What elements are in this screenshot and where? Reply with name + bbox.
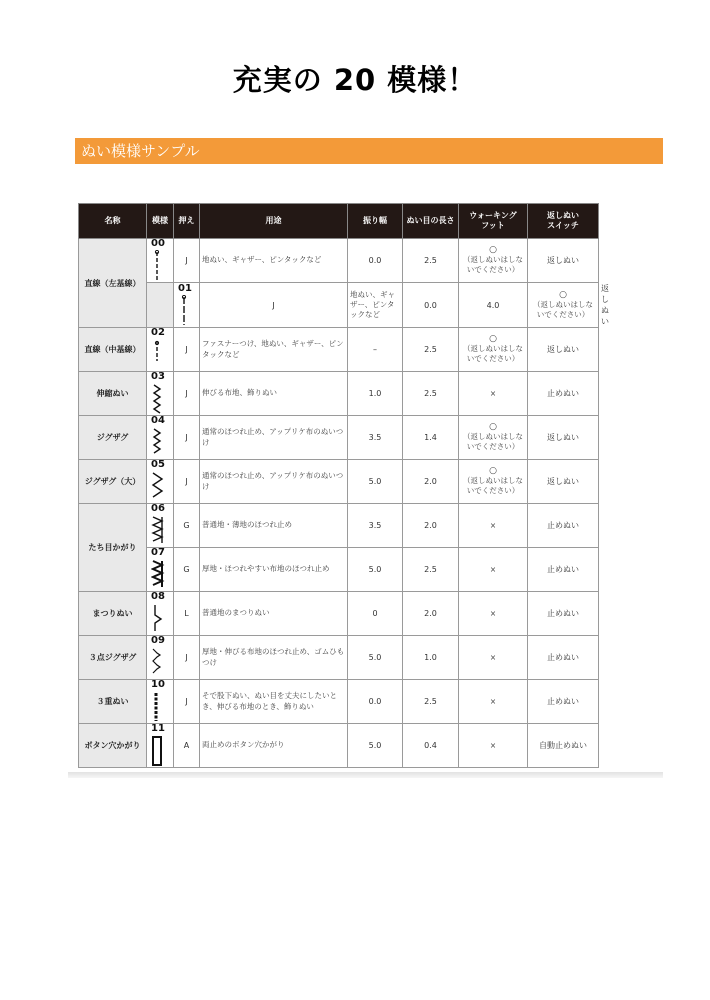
cell-walking-foot (459, 328, 528, 372)
cell-use: 地ぬい、ギャザー、ピンタックなど (348, 283, 403, 328)
pattern-number: 02 (151, 327, 165, 338)
cell-pattern (147, 328, 174, 372)
table-row (79, 548, 599, 592)
pattern-mark (149, 592, 171, 635)
cell-name: たち目かがり (79, 504, 147, 592)
table-row (79, 460, 599, 504)
cell-name: ジグザグ（大） (79, 460, 147, 504)
page-title: 充実の 20 模様！ (232, 63, 478, 97)
cell-width: 0.0 (403, 283, 459, 328)
cell-foot: J (174, 328, 200, 372)
header-length: ぬい目の長さ (403, 204, 459, 239)
pattern-number: 01 (178, 282, 192, 294)
walking-foot-note: × (489, 652, 497, 662)
cell-name: 直線（中基線） (79, 328, 147, 372)
triple-stitch-icon (151, 691, 165, 723)
header-width: 振り幅 (348, 204, 403, 239)
stretch-stitch-icon (151, 383, 165, 415)
cell-use: 地ぬい、ギャザー、ピンタックなど (200, 239, 348, 283)
cell-name: 直線（左基線） (79, 239, 147, 328)
cell-walking-foot (459, 592, 528, 636)
cell-reverse-switch: 止めぬい (528, 636, 599, 680)
cell-width: – (348, 328, 403, 372)
pattern-number: 07 (151, 547, 165, 558)
cell-pattern (147, 636, 174, 680)
cell-length: 2.5 (403, 328, 459, 372)
cell-width: 3.5 (348, 504, 403, 548)
cell-walking-foot (459, 724, 528, 768)
cell-walking-foot (459, 636, 528, 680)
cell-reverse-switch: 止めぬい (528, 372, 599, 416)
header-name: 名称 (79, 204, 147, 239)
cell-width: 0.0 (348, 680, 403, 724)
pattern-number: 09 (151, 635, 165, 646)
cell-reverse-switch: 止めぬい (528, 680, 599, 724)
cell-reverse-switch: 返しぬい (528, 239, 599, 283)
cell-use: 普通地のまつりぬい (200, 592, 348, 636)
cell-use: 伸びる布地、飾りぬい (200, 372, 348, 416)
cell-foot: J (174, 460, 200, 504)
cell-pattern (147, 460, 174, 504)
pattern-mark (149, 239, 171, 282)
cell-pattern (147, 724, 174, 768)
cell-length: 2.5 (403, 239, 459, 283)
pattern-mark (149, 460, 171, 503)
cell-pattern (174, 283, 200, 328)
pattern-number: 11 (151, 723, 165, 734)
cell-width: 5.0 (348, 548, 403, 592)
pattern-number: 04 (151, 415, 165, 426)
cell-use: 厚地・伸びる布地のほつれ止め、ゴムひもつけ (200, 636, 348, 680)
header-use: 用途 (200, 204, 348, 239)
table-header-row (79, 204, 599, 239)
cell-reverse-switch: 自動止めぬい (528, 724, 599, 768)
zigzag-wide-stitch-icon (151, 471, 165, 503)
table-row (79, 372, 599, 416)
cell-width: 0.0 (348, 239, 403, 283)
cell-use: 両止めのボタン穴かがり (200, 724, 348, 768)
walking-foot-mark: ○ (489, 422, 497, 433)
cell-length: 2.0 (403, 592, 459, 636)
cell-foot: A (174, 724, 200, 768)
pattern-mark (149, 372, 171, 415)
table-row: 01 J 地ぬい、ギャザー、ピンタックなど 0.0 4.0 ○ （返しぬいはしないでください） 返しぬい (79, 283, 599, 328)
cell-name: ３重ぬい (79, 680, 147, 724)
walking-foot-note: × (489, 388, 497, 398)
three-step-zigzag-stitch-icon (151, 647, 165, 679)
cell-use: 通常のほつれ止め、アップリケ布のぬいつけ (200, 460, 348, 504)
pattern-mark (149, 328, 171, 371)
pattern-mark (149, 504, 171, 547)
cell-use: 通常のほつれ止め、アップリケ布のぬいつけ (200, 416, 348, 460)
table-row (79, 504, 599, 548)
cell-reverse-switch: 止めぬい (528, 548, 599, 592)
pattern-number: 10 (151, 679, 165, 690)
cell-width: 5.0 (348, 724, 403, 768)
walking-foot-mark: ○ (489, 334, 497, 345)
cell-walking-foot (459, 416, 528, 460)
cell-length: 2.0 (403, 504, 459, 548)
cell-walking-foot (459, 548, 528, 592)
pattern-number: 03 (151, 371, 165, 382)
cell-length: 2.5 (403, 548, 459, 592)
cell-pattern (147, 372, 174, 416)
cell-name (147, 283, 174, 328)
table-row (79, 239, 599, 283)
cell-foot: J (200, 283, 348, 328)
walking-foot-note: （返しぬいはしないでください） (463, 476, 523, 495)
cell-reverse-switch: 止めぬい (528, 592, 599, 636)
cell-pattern (147, 239, 174, 283)
table-row (79, 416, 599, 460)
straight-center-stitch-icon (151, 339, 165, 371)
cell-reverse-switch: 返しぬい (528, 328, 599, 372)
pattern-table (78, 203, 609, 768)
section-header: ぬい模様サンプル (75, 138, 663, 164)
cell-length: 0.4 (403, 724, 459, 768)
cell-length: 2.5 (403, 680, 459, 724)
cell-reverse-switch: 止めぬい (528, 504, 599, 548)
divider (68, 772, 663, 778)
walking-foot-note: （返しぬいはしないでください） (463, 344, 523, 363)
table-row (79, 680, 599, 724)
cell-pattern (147, 416, 174, 460)
walking-foot-note: × (489, 696, 497, 706)
cell-name: ボタン穴かがり (79, 724, 147, 768)
overcast-heavy-stitch-icon (151, 559, 165, 591)
pattern-table-container (78, 203, 609, 768)
straight-left-stitch-icon (151, 250, 165, 282)
cell-reverse-switch: 返しぬい (528, 416, 599, 460)
pattern-mark (149, 636, 171, 679)
header-walking-foot: ウォーキング フット (459, 204, 528, 239)
cell-pattern (147, 680, 174, 724)
table-row (79, 724, 599, 768)
walking-foot-mark: ○ (489, 245, 497, 256)
buttonhole-stitch-icon (151, 735, 165, 767)
cell-pattern (147, 504, 174, 548)
pattern-mark (176, 284, 197, 327)
walking-foot-note: × (489, 608, 497, 618)
table-row (79, 328, 599, 372)
walking-foot-mark: ○ (559, 289, 567, 300)
cell-foot: J (174, 680, 200, 724)
walking-foot-note: × (489, 564, 497, 574)
pattern-number: 06 (151, 503, 165, 514)
pattern-mark (149, 548, 171, 591)
cell-foot: G (174, 504, 200, 548)
cell-walking-foot (459, 680, 528, 724)
cell-name: まつりぬい (79, 592, 147, 636)
pattern-mark (149, 724, 171, 767)
walking-foot-mark: ○ (489, 466, 497, 477)
cell-walking-foot (528, 283, 599, 328)
cell-width: 5.0 (348, 636, 403, 680)
walking-foot-note: （返しぬいはしないでください） (463, 255, 523, 274)
cell-length: 1.0 (403, 636, 459, 680)
cell-use: ファスナーつけ、地ぬい、ギャザー、ピンタックなど (200, 328, 348, 372)
cell-length: 1.4 (403, 416, 459, 460)
pattern-number: 00 (151, 238, 165, 249)
cell-length: 2.5 (403, 372, 459, 416)
cell-walking-foot (459, 372, 528, 416)
cell-walking-foot (459, 460, 528, 504)
blind-hem-stitch-icon (151, 603, 165, 635)
cell-foot: J (174, 372, 200, 416)
cell-pattern (147, 548, 174, 592)
cell-foot: J (174, 239, 200, 283)
cell-width: 1.0 (348, 372, 403, 416)
cell-foot: J (174, 416, 200, 460)
header-reverse-switch: 返しぬい スイッチ (528, 204, 599, 239)
overcast-stitch-icon (151, 515, 165, 547)
walking-foot-note: （返しぬいはしないでください） (463, 432, 523, 451)
zigzag-stitch-icon (151, 427, 165, 459)
cell-foot: G (174, 548, 200, 592)
pattern-number: 08 (151, 591, 165, 602)
header-foot: 押え (174, 204, 200, 239)
pattern-number: 05 (151, 459, 165, 470)
cell-width: 0 (348, 592, 403, 636)
table-row (79, 636, 599, 680)
cell-name: 伸縮ぬい (79, 372, 147, 416)
cell-pattern (147, 592, 174, 636)
straight-left-long-stitch-icon (178, 295, 192, 327)
pattern-mark (149, 680, 171, 723)
walking-foot-note: × (489, 520, 497, 530)
header-pattern: 模様 (147, 204, 174, 239)
cell-length: 2.0 (403, 460, 459, 504)
cell-foot: L (174, 592, 200, 636)
cell-length: 4.0 (459, 283, 528, 328)
cell-foot: J (174, 636, 200, 680)
pattern-mark (149, 416, 171, 459)
cell-reverse-switch: 返しぬい (528, 460, 599, 504)
cell-name: ３点ジグザグ (79, 636, 147, 680)
cell-width: 5.0 (348, 460, 403, 504)
cell-use: 普通地・薄地のほつれ止め (200, 504, 348, 548)
cell-name: ジグザグ (79, 416, 147, 460)
table-row (79, 592, 599, 636)
cell-walking-foot (459, 239, 528, 283)
walking-foot-note: （返しぬいはしないでください） (533, 299, 593, 319)
cell-walking-foot (459, 504, 528, 548)
cell-use: 厚地・ほつれやすい布地のほつれ止め (200, 548, 348, 592)
walking-foot-note: × (489, 740, 497, 750)
cell-use: そで股下ぬい、ぬい目を丈夫にしたいとき、伸びる布地のとき、飾りぬい (200, 680, 348, 724)
cell-width: 3.5 (348, 416, 403, 460)
